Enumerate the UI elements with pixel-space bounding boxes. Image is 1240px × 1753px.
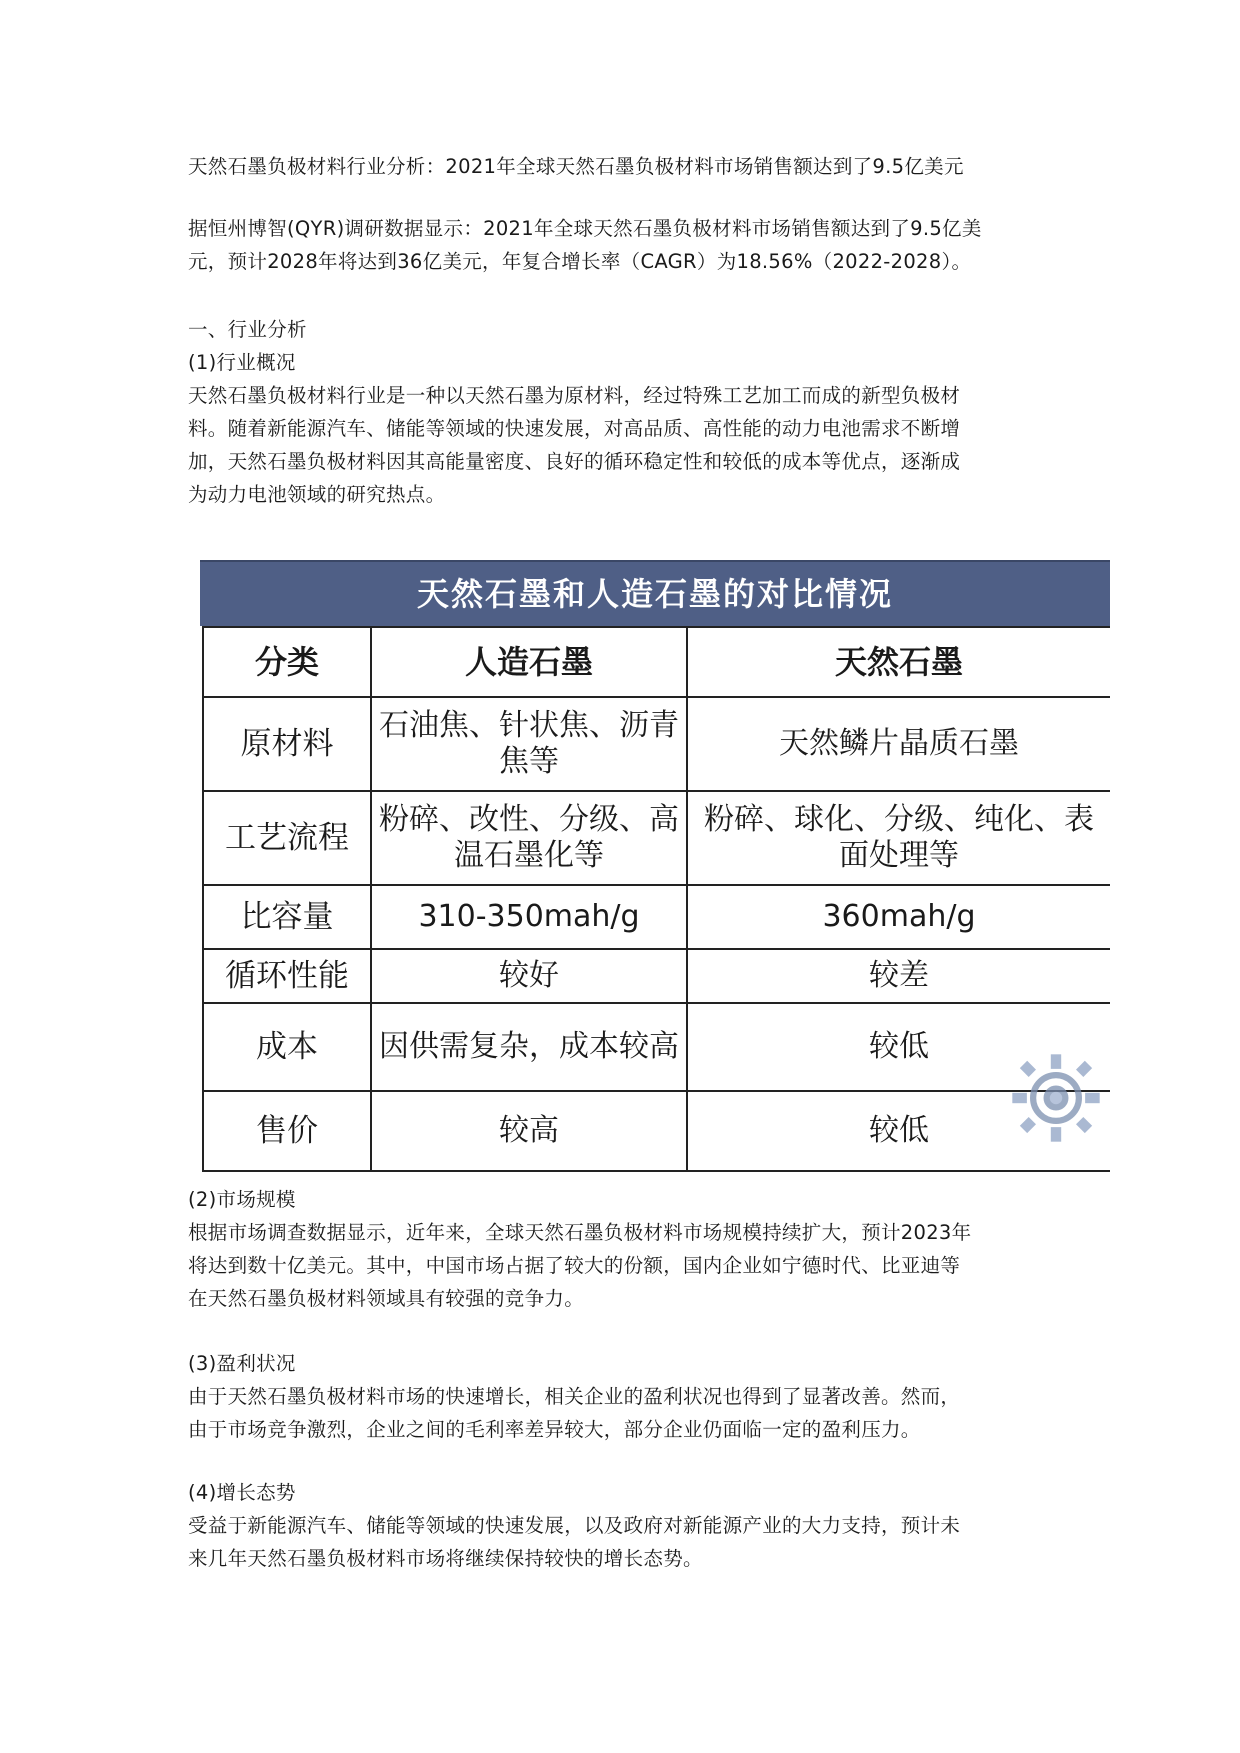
figure-title: 天然石墨和人造石墨的对比情况 — [200, 560, 1110, 626]
cell-artificial: 石油焦、针状焦、沥青焦等 — [371, 697, 687, 791]
document-title: 天然石墨负极材料行业分析：2021年全球天然石墨负极材料市场销售额达到了9.5亿美元 — [188, 155, 964, 178]
paragraph-line: 根据市场调查数据显示，近年来，全球天然石墨负极材料市场规模持续扩大，预计2023年 — [188, 1221, 972, 1244]
subsection-heading: (2)市场规模 — [188, 1188, 296, 1211]
cell-artificial: 较高 — [371, 1091, 687, 1171]
paragraph-line: 在天然石墨负极材料领域具有较强的竞争力。 — [188, 1287, 585, 1310]
section-growth-trend — [188, 1476, 1052, 1575]
header-artificial-graphite: 人造石墨 — [371, 627, 687, 697]
table-row — [203, 697, 1110, 791]
paragraph-line: 受益于新能源汽车、储能等领域的快速发展，以及政府对新能源产业的大力支持，预计未 — [188, 1514, 961, 1537]
subsection-heading: (3)盈利状况 — [188, 1352, 296, 1375]
paragraph-line: 料。随着新能源汽车、储能等领域的快速发展，对高品质、高性能的动力电池需求不断增 — [188, 417, 961, 440]
cell-natural: 粉碎、球化、分级、纯化、表面处理等 — [687, 791, 1110, 885]
section-industry-analysis — [188, 313, 1052, 511]
section-heading: 一、行业分析 — [188, 318, 307, 341]
header-natural-graphite: 天然石墨 — [687, 627, 1110, 697]
row-label: 循环性能 — [203, 949, 371, 1003]
section-profitability — [188, 1347, 1052, 1446]
cell-natural: 较差 — [687, 949, 1110, 1003]
subsection-heading: (4)增长态势 — [188, 1481, 296, 1504]
cell-natural: 较低 — [687, 1091, 1110, 1171]
subsection-heading: (1)行业概况 — [188, 351, 296, 374]
paragraph-line: 为动力电池领域的研究热点。 — [188, 483, 446, 506]
row-label: 成本 — [203, 1003, 371, 1091]
paragraph-line: 将达到数十亿美元。其中，中国市场占据了较大的份额，国内企业如宁德时代、比亚迪等 — [188, 1254, 961, 1277]
table-row — [203, 791, 1110, 885]
table-row — [203, 949, 1110, 1003]
cell-artificial: 粉碎、改性、分级、高温石墨化等 — [371, 791, 687, 885]
row-label: 原材料 — [203, 697, 371, 791]
lead-line: 据恒州博智(QYR)调研数据显示：2021年全球天然石墨负极材料市场销售额达到了9.5亿美 — [188, 217, 982, 240]
cell-natural: 360mah/g — [687, 885, 1110, 949]
table-row — [203, 1003, 1110, 1091]
row-label: 比容量 — [203, 885, 371, 949]
gear-logo-icon — [1004, 1046, 1108, 1150]
row-label: 工艺流程 — [203, 791, 371, 885]
paragraph-line: 加，天然石墨负极材料因其高能量密度、良好的循环稳定性和较低的成本等优点，逐渐成 — [188, 450, 961, 473]
comparison-table — [202, 626, 1110, 1172]
lead-paragraph — [188, 212, 1052, 278]
table-header-row — [203, 627, 1110, 697]
table-row — [203, 885, 1110, 949]
table-row — [203, 1091, 1110, 1171]
lead-line: 元，预计2028年将达到36亿美元，年复合增长率（CAGR）为18.56%（2022-2028）。 — [188, 250, 972, 273]
row-label: 售价 — [203, 1091, 371, 1171]
cell-natural: 天然鳞片晶质石墨 — [687, 697, 1110, 791]
cell-artificial: 310-350mah/g — [371, 885, 687, 949]
section-market-size — [188, 1183, 1052, 1315]
paragraph-line: 由于天然石墨负极材料市场的快速增长，相关企业的盈利状况也得到了显著改善。然而， — [188, 1385, 961, 1408]
paragraph-line: 天然石墨负极材料行业是一种以天然石墨为原材料，经过特殊工艺加工而成的新型负极材 — [188, 384, 961, 407]
paragraph-line: 来几年天然石墨负极材料市场将继续保持较快的增长态势。 — [188, 1547, 703, 1570]
comparison-table-figure — [200, 560, 1110, 1176]
paragraph-line: 由于市场竞争激烈，企业之间的毛利率差异较大，部分企业仍面临一定的盈利压力。 — [188, 1418, 921, 1441]
document-title-block — [188, 150, 1052, 183]
cell-artificial: 因供需复杂，成本较高 — [371, 1003, 687, 1091]
header-category: 分类 — [203, 627, 371, 697]
cell-artificial: 较好 — [371, 949, 687, 1003]
cell-natural: 较低 — [687, 1003, 1110, 1091]
